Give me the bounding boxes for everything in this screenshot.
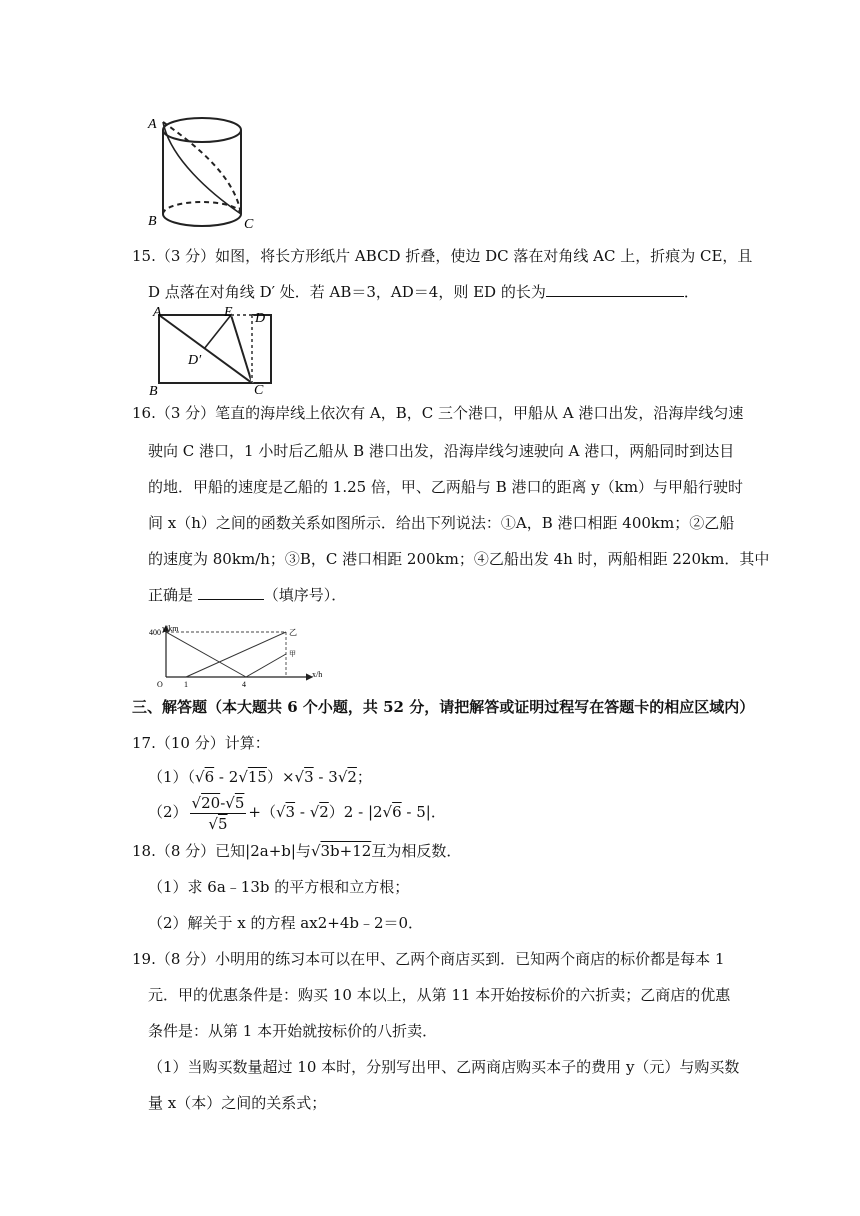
q16-line-4: 间 x（h）之间的函数关系如图所示．给出下列说法：①A，B 港口相距 400km；②乙船	[148, 514, 735, 532]
q19-line-2: 元．甲的优惠条件是：购买 10 本以上，从第 11 本开始按标价的六折卖；乙商店的优惠	[148, 986, 731, 1004]
label-c: C	[254, 383, 264, 398]
sqrt-symbol: √	[309, 803, 320, 821]
q17-p2-sq: ）2 - |2	[328, 803, 383, 821]
q17-p2-minus: -	[295, 803, 310, 821]
radicand: 5	[234, 793, 245, 812]
q16-line-6	[148, 585, 346, 605]
radicand: 6	[392, 803, 402, 821]
label-d: D	[255, 311, 266, 326]
q18-title-b: 互为相反数．	[371, 842, 462, 860]
q16-line-6-end: （填序号）．	[263, 586, 347, 604]
q17-p2-prefix: （2）	[148, 803, 188, 821]
q17-p1-end: ；	[356, 768, 372, 786]
radicand: 5	[217, 814, 228, 833]
q16-line-5: 的速度为 80km/h；③B，C 港口相距 200km；④乙船出发 4h 时，两船相距 220km．其中	[148, 550, 770, 568]
series-label-yi: 乙	[289, 628, 297, 637]
sqrt-symbol: √	[275, 803, 286, 821]
q17-p2-end: - 5|．	[401, 803, 446, 821]
answer-blank-15[interactable]	[546, 282, 684, 297]
q16-line-3: 的地．甲船的速度是乙船的 1.25 倍，甲、乙两船与 B 港口的距离 y（km）与甲船行驶时	[148, 478, 744, 496]
rectangle-figure	[140, 305, 280, 400]
answer-blank-16[interactable]	[198, 585, 264, 600]
label-b: B	[149, 384, 158, 399]
q19-line-1: 19.（8 分）小明用的练习本可以在甲、乙两个商店买到．已知两个商店的标价都是每本 1	[132, 950, 725, 968]
q18-title	[132, 841, 461, 861]
minus: -	[220, 793, 226, 812]
sqrt-symbol: √	[238, 768, 248, 786]
q17-title: 17.（10 分）计算：	[132, 734, 270, 752]
label-d-prime: D′	[188, 353, 202, 368]
radicand: 3b+12	[320, 842, 372, 860]
q17-part-2	[148, 792, 446, 834]
label-b: B	[148, 214, 157, 229]
label-a: A	[153, 305, 162, 320]
y-axis-label: y/km	[162, 624, 179, 633]
radicand: 2	[319, 803, 329, 821]
q17-p1-b: - 2	[214, 768, 239, 786]
q16-line-2: 驶向 C 港口，1 小时后乙船从 B 港口出发，沿海岸线匀速驶向 A 港口，两船同时到达目	[148, 442, 735, 460]
q15-line-2-end: ．	[683, 283, 699, 301]
q15-line-1: 15.（3 分）如图，将长方形纸片 ABCD 折叠，使边 DC 落在对角线 AC 上，折痕为 CE，且	[132, 247, 753, 265]
q15-line-2-text: D 点落在对角线 D′ 处．若 AB＝3，AD＝4，则 ED 的长为	[148, 283, 546, 301]
q19-part-1b: 量 x（本）之间的关系式；	[148, 1094, 327, 1112]
q17-p1-d: ）×	[266, 768, 295, 786]
sqrt-symbol: √	[310, 842, 321, 860]
sqrt-symbol: √	[337, 768, 348, 786]
q18-part-2: （2）解关于 x 的方程 ax2+4b﹣2＝0．	[148, 914, 424, 932]
fraction-numerator	[190, 793, 247, 814]
sqrt-symbol: √	[208, 814, 218, 833]
distance-time-graph	[142, 622, 342, 692]
cylinder-figure	[140, 108, 260, 233]
sqrt-symbol: √	[382, 803, 393, 821]
origin-label: O	[157, 680, 163, 689]
q18-part-1: （1）求 6a﹣13b 的平方根和立方根；	[148, 878, 410, 896]
sqrt-symbol: √	[294, 768, 305, 786]
q17-p1-prefix: （1）（	[148, 768, 196, 786]
radicand: 3	[285, 803, 296, 821]
radicand: 15	[247, 768, 267, 786]
y-tick-400: 400	[149, 628, 161, 637]
series-label-jia: 甲	[289, 650, 296, 658]
radicand: 2	[347, 768, 357, 786]
q19-line-3: 条件是：从第 1 本开始就按标价的八折卖．	[148, 1022, 438, 1040]
sqrt-symbol: √	[191, 793, 202, 812]
x-tick-4: 4	[242, 680, 246, 689]
q18-title-a: 18.（8 分）已知|2a+b|与	[132, 842, 311, 860]
q17-p1-f: - 3	[313, 768, 338, 786]
radicand: 6	[204, 768, 215, 786]
radicand: 3	[304, 768, 314, 786]
q17-p2-mid: +（	[248, 803, 276, 821]
label-c: C	[244, 217, 254, 232]
sqrt-symbol: √	[195, 768, 205, 786]
fraction	[190, 793, 247, 834]
label-e: E	[224, 305, 233, 320]
section-heading: 三、解答题（本大题共 6 个小题，共 52 分，请把解答或证明过程写在答题卡的相应区域内）	[132, 698, 755, 716]
x-tick-1: 1	[184, 680, 188, 689]
q19-part-1a: （1）当购买数量超过 10 本时，分别写出甲、乙两商店购买本子的费用 y（元）与购买数	[148, 1058, 740, 1076]
fraction-denominator	[190, 814, 247, 834]
q16-line-6-text: 正确是	[148, 586, 194, 604]
x-axis-label: x/h	[312, 670, 323, 679]
q17-part-1	[148, 767, 372, 787]
radicand: 20	[201, 793, 221, 812]
label-a: A	[148, 117, 157, 132]
q16-line-1: 16.（3 分）笔直的海岸线上依次有 A，B，C 三个港口，甲船从 A 港口出发，沿海岸线匀速	[132, 404, 744, 422]
sqrt-symbol: √	[225, 793, 235, 812]
q15-line-2	[148, 282, 699, 302]
